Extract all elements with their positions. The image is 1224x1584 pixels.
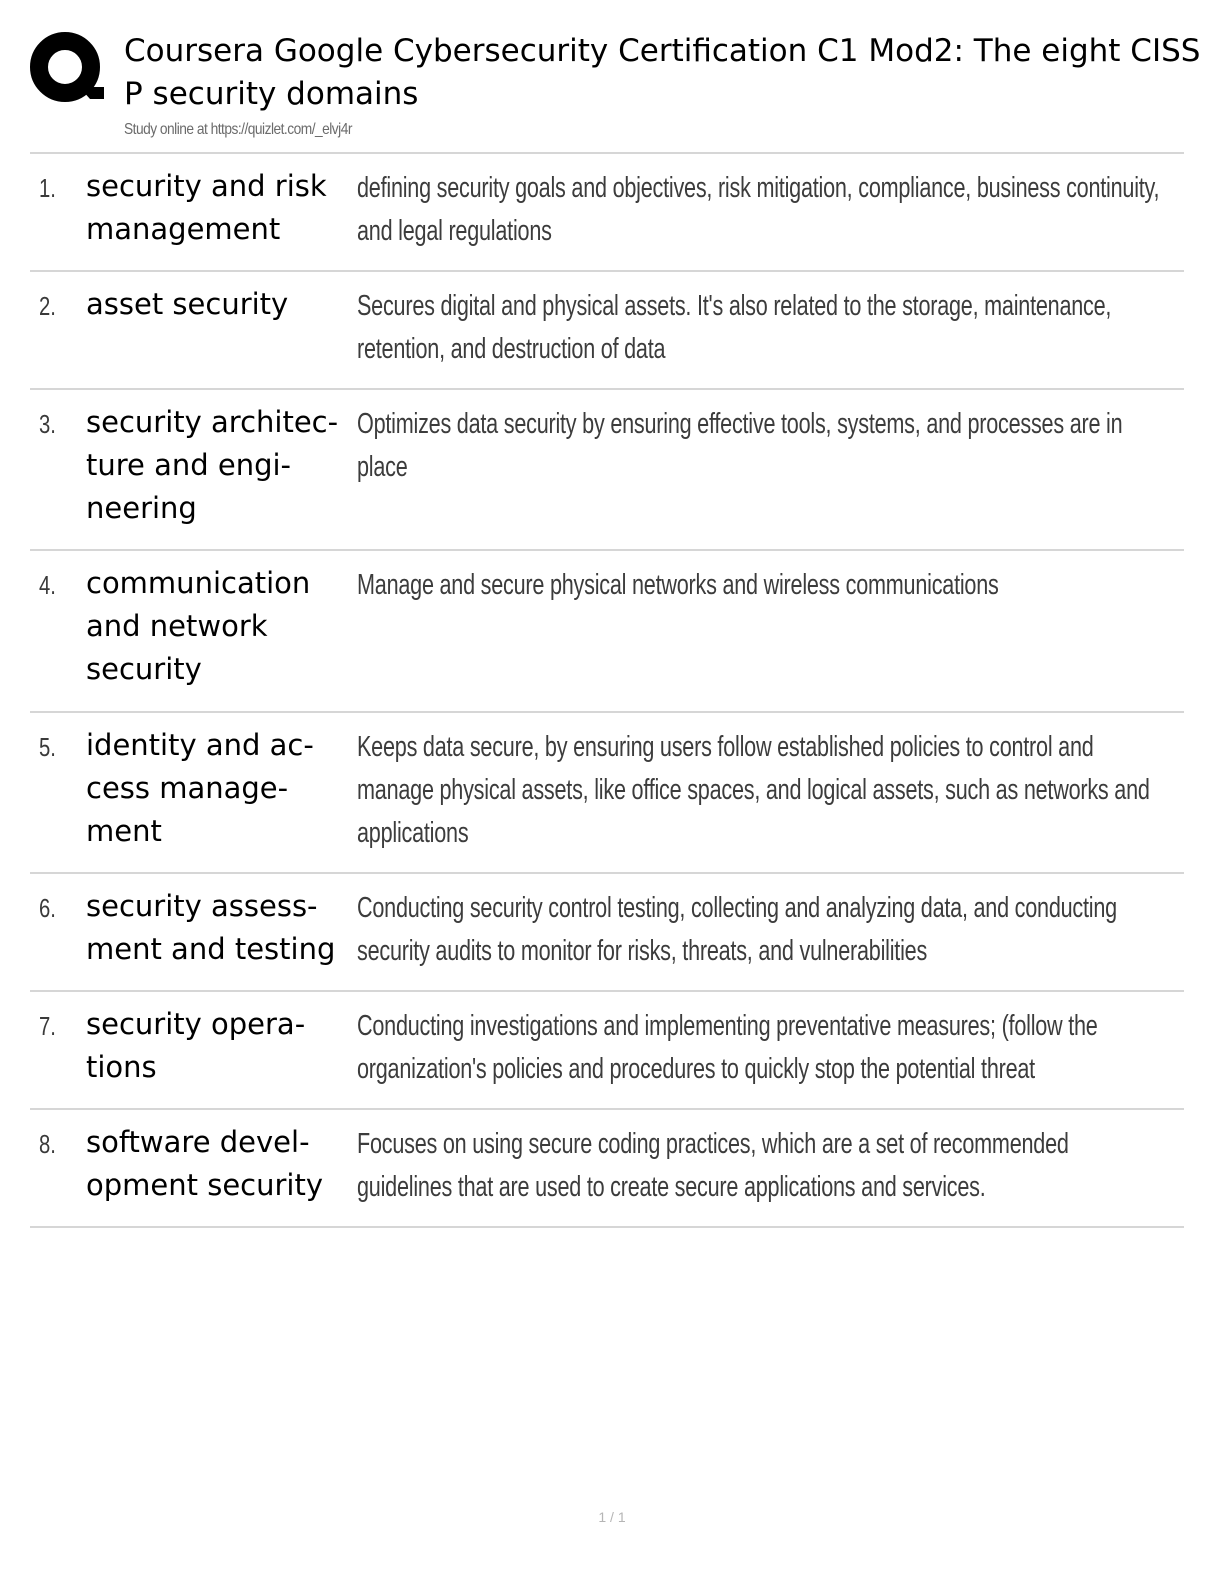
flashcard-list xyxy=(30,154,1184,1228)
flashcard-row xyxy=(30,874,1184,992)
page-header xyxy=(0,0,1224,150)
card-definition: Keeps data secure, by ensuring users follow established policies to control and manage physical assets, like office spaces, and logical assets, such as networks and applications xyxy=(357,731,1150,849)
card-definition: Conducting investigations and implementing preventative measures; (follow the organization's policies and procedures to quickly stop the potential threat xyxy=(357,1010,1098,1085)
card-definition: Focuses on using secure coding practices, which are a set of recommended guidelines that are used to create secure applications and services. xyxy=(357,1128,1069,1203)
card-number: 1. xyxy=(39,173,56,203)
card-number: 8. xyxy=(39,1129,56,1159)
flashcard-row xyxy=(30,390,1184,551)
flashcard-row xyxy=(30,713,1184,874)
card-definition: Conducting security control testing, collecting and analyzing data, and conducting security audits to monitor for risks, threats, and vulnerabilities xyxy=(357,892,1117,967)
card-term: identity and ac- cess manage- ment xyxy=(86,728,314,848)
flashcard-row xyxy=(30,272,1184,390)
flashcard-row xyxy=(30,551,1184,713)
card-term: security architec- ture and engi- neering xyxy=(86,405,339,525)
quizlet-q-logo-icon xyxy=(30,31,104,107)
card-number: 4. xyxy=(39,570,56,600)
card-term: asset security xyxy=(86,287,289,321)
card-number: 7. xyxy=(39,1011,56,1041)
card-number: 3. xyxy=(39,409,56,439)
card-term: security and risk management xyxy=(86,169,327,246)
flashcard-row xyxy=(30,154,1184,272)
card-definition: Secures digital and physical assets. It's also related to the storage, maintenance, retention, and destruction of data xyxy=(357,290,1112,365)
card-number: 5. xyxy=(39,732,56,762)
study-online-link[interactable]: Study online at https://quizlet.com/_elvj4r xyxy=(124,121,352,138)
flashcard-row xyxy=(30,1110,1184,1228)
card-number: 6. xyxy=(39,893,56,923)
page-title: Coursera Google Cybersecurity Certification C1 Mod2: The eight CISSP security domains xyxy=(124,33,1201,112)
card-term: security assess- ment and testing xyxy=(86,889,336,966)
card-term: software devel- opment security xyxy=(86,1125,323,1202)
card-definition: Optimizes data security by ensuring effective tools, systems, and processes are in place xyxy=(357,408,1123,483)
card-definition: Manage and secure physical networks and wireless communications xyxy=(357,569,999,601)
card-definition: defining security goals and objectives, risk mitigation, compliance, business continuity, and legal regulations xyxy=(357,172,1160,247)
card-term: security opera- tions xyxy=(86,1007,306,1084)
page-number: 1 / 1 xyxy=(598,1509,626,1525)
flashcard-row xyxy=(30,992,1184,1110)
card-number: 2. xyxy=(39,291,56,321)
card-term: communication and network security xyxy=(86,566,311,686)
